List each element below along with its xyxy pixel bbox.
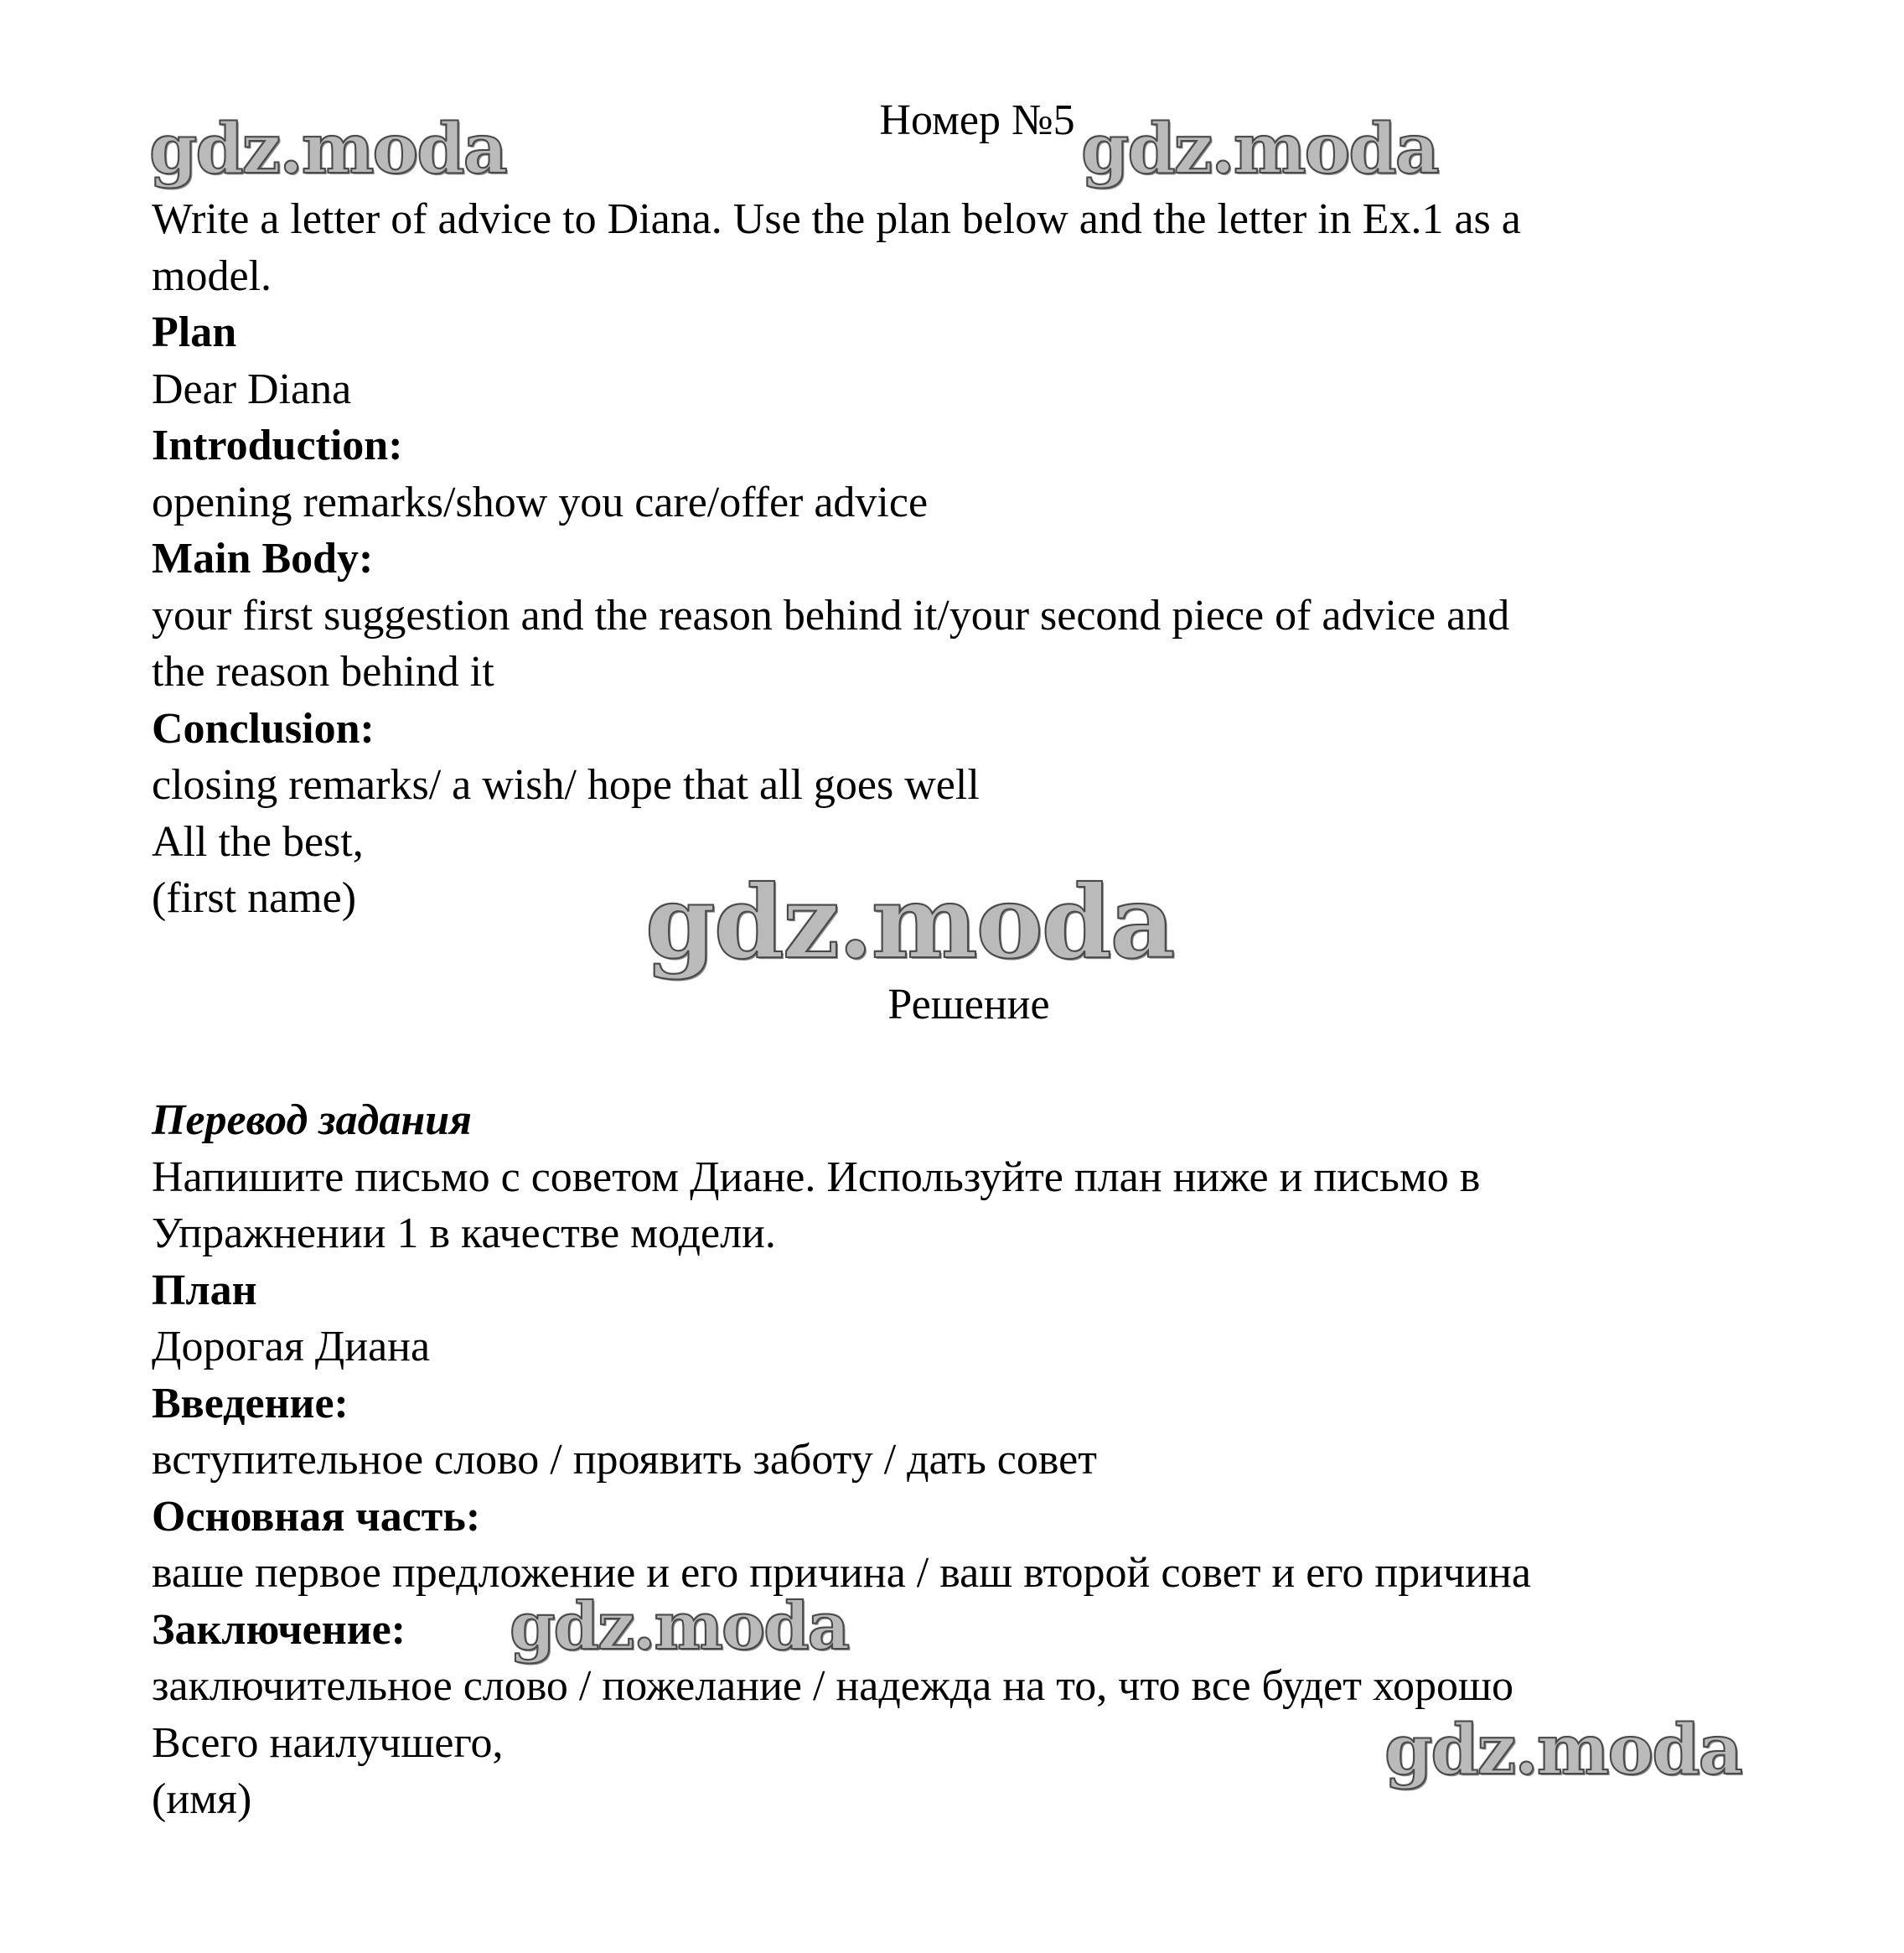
task-section	[152, 191, 1769, 927]
translation-greeting: Дорогая Диана	[152, 1323, 431, 1370]
translation-body-text: ваше первое предложение и его причина / ваш второй совет и его причина	[152, 1549, 1531, 1597]
translation-instruction-line2: Упражнении 1 в качестве модели.	[152, 1210, 776, 1257]
signature: (first name)	[152, 874, 357, 922]
intro-text: opening remarks/show you care/offer advice	[152, 478, 929, 526]
translation-plan-heading: План	[152, 1266, 257, 1314]
translation-body-heading: Основная часть:	[152, 1492, 481, 1541]
plan-heading: Plan	[152, 308, 237, 356]
signoff: All the best,	[152, 817, 364, 866]
watermark: gdz.moda	[149, 109, 506, 189]
translation-conclusion-text: заключительное слово / пожелание / надежда на то, что все будет хорошо	[152, 1662, 1514, 1710]
conclusion-text: closing remarks/ a wish/ hope that all goes well	[152, 761, 980, 809]
watermark: gdz.moda	[1081, 109, 1438, 189]
intro-heading: Introduction:	[152, 422, 403, 469]
translation-instruction-line1: Напишите письмо с советом Диане. Используйте план ниже и письмо в	[152, 1153, 1481, 1201]
translation-heading: Перевод задания	[152, 1096, 472, 1144]
translation-intro-text: вступительное слово / проявить заботу / дать совет	[152, 1436, 1097, 1484]
translation-section	[152, 1092, 1769, 1828]
translation-signoff: Всего наилучшего,	[152, 1718, 504, 1767]
translation-conclusion-heading: Заключение:	[152, 1605, 406, 1654]
body-heading: Main Body:	[152, 535, 374, 583]
body-text-line2: the reason behind it	[152, 648, 494, 696]
watermark: gdz.moda	[1384, 1710, 1741, 1790]
translation-intro-heading: Введение:	[152, 1379, 349, 1427]
watermark: gdz.moda	[645, 863, 1174, 982]
solution-heading: Решение	[887, 981, 1050, 1028]
task-instruction-line1: Write a letter of advice to Diana. Use the plan below and the letter in Ex.1 as a	[152, 195, 1521, 243]
conclusion-heading: Conclusion:	[152, 704, 375, 753]
greeting: Dear Diana	[152, 365, 352, 413]
body-text-line1: your first suggestion and the reason behind it/your second piece of advice and	[152, 591, 1510, 640]
page-title: Номер №5	[879, 96, 1075, 144]
watermark: gdz.moda	[510, 1588, 849, 1665]
translation-signature: (имя)	[152, 1775, 252, 1823]
task-instruction-line2: model.	[152, 251, 272, 300]
